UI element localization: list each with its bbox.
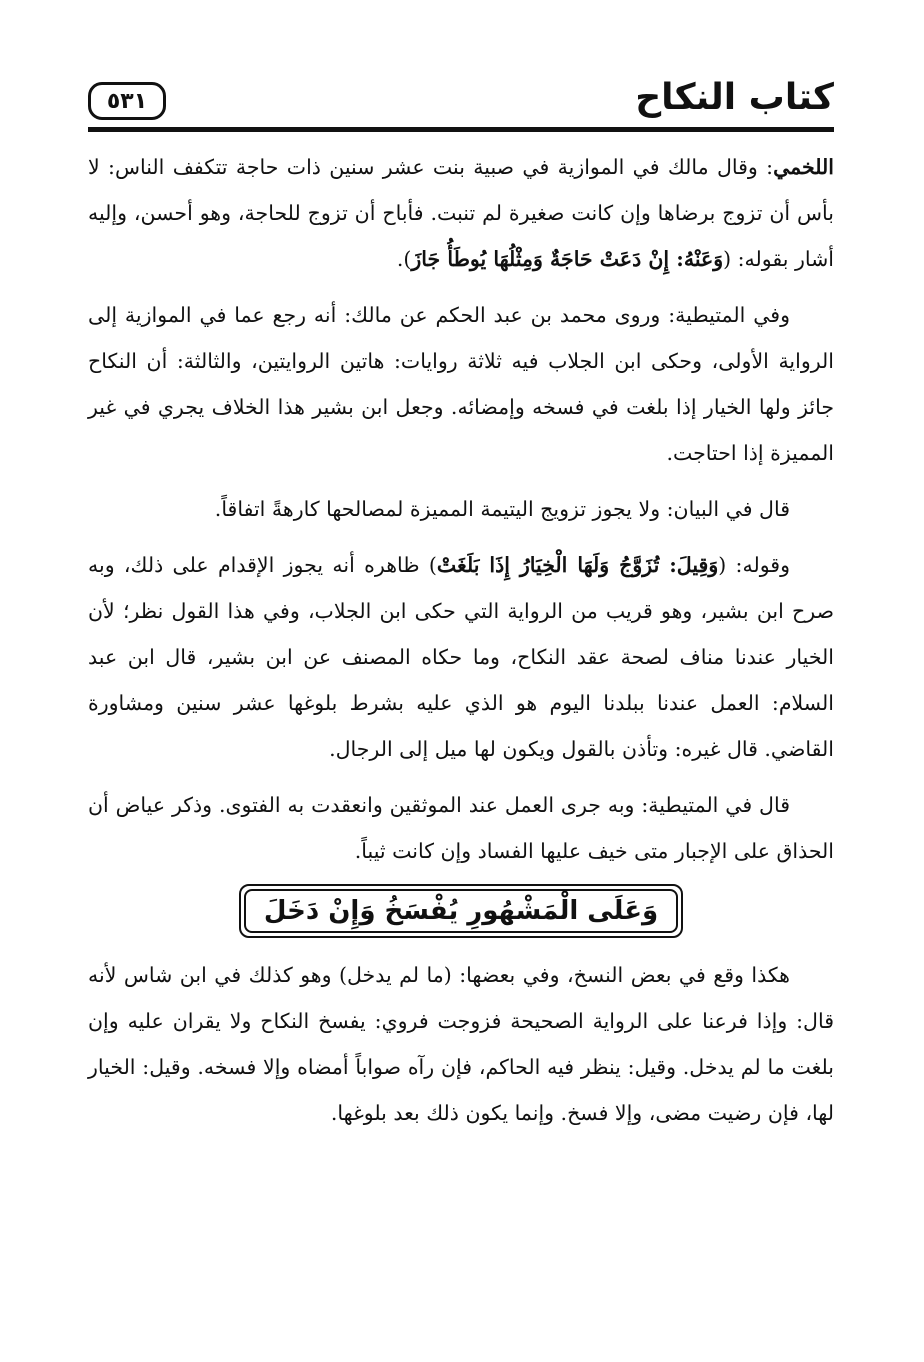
paragraph-2: وفي المتيطية: وروى محمد بن عبد الحكم عن مالك: أنه رجع عما في الموازية إلى الرواية الأولى، وحكى ابن الجلاب فيه ثلاثة روايات: هاتين الروايتين، والثالثة: أن النكاح جائز ولها الخيار إذا بلغت في فسخه وإمضائه. وجعل ابن بشير هذا الخلاف يجري في غير المميزة إذا احتاجت. (88, 303, 834, 465)
paragraph-text: ) ظاهره أنه يجوز الإقدام على ذلك، وبه صرح ابن بشير، وهو قريب من الرواية التي حكى ابن الجلاب، وفي هذا القول نظر؛ لأن الخيار عندنا مناف لصحة عقد النكاح، وما حكاه المصنف عن ابن بشير، قال ابن عبد السلام: العمل عندنا ببلدنا اليوم هو الذي عليه بشرط بلوغها عشر سنين ومشاورة القاضي. قال غيره: وتأذن بالقول ويكون لها ميل إلى الرجال. (88, 553, 834, 761)
section-heading-wrap (88, 884, 834, 938)
section-heading-frame (239, 884, 683, 938)
paragraph-1 (88, 144, 834, 282)
page-number: ٥٣١ (88, 82, 166, 120)
paragraph-3: قال في البيان: ولا يجوز تزويج اليتيمة المميزة لمصالحها كارهةً اتفاقاً. (214, 497, 790, 521)
section-heading: وَعَلَى الْمَشْهُورِ يُفْسَخُ وَإِنْ دَخَلَ (244, 889, 678, 933)
matn-quote: وَعَنْهُ: إِنْ دَعَتْ حَاجَةٌ وَمِثْلُهَا يُوطَأُ جَازَ (411, 247, 724, 271)
author-name: اللخمي (773, 155, 834, 179)
header-rule (88, 127, 834, 132)
paragraph-text: وقوله: ( (718, 553, 790, 577)
paragraph-text: : وقال مالك في الموازية في صبية بنت عشر سنين ذات حاجة تتكفف الناس: لا بأس أن تزوج برضاها وإن كانت صغيرة لم تنبت. فأباح أن تزوج للحاجة، وهو أحسن، وإليه أشار بقوله: ( (88, 155, 834, 271)
paragraph-4 (88, 542, 834, 772)
page-body (88, 144, 834, 1146)
paragraph-5: قال في المتيطية: وبه جرى العمل عند الموثقين وانعقدت به الفتوى. وذكر عياض أن الحذاق على الإجبار متى خيف عليها الفساد وإن كانت ثيباً. (88, 793, 834, 863)
matn-quote: وَقِيلَ: تُزَوَّجُ وَلَهَا الْخِيَارُ إِذَا بَلَغَتْ (436, 553, 719, 577)
book-title: كتاب النكاح (635, 77, 834, 118)
paragraph-6: هكذا وقع في بعض النسخ، وفي بعضها: (ما لم يدخل) وهو كذلك في ابن شاس لأنه قال: وإذا فرعنا على الرواية الصحيحة فزوجت فروي: يفسخ النكاح ولا يقران عليه وإن بلغت ما لم يدخل. وقيل: ينظر فيه الحاكم، فإن رآه صواباً أمضاه وإلا فسخه. وقيل: الخيار لها، فإن رضيت مضى، وإلا فسخ. وإنما يكون ذلك بعد بلوغها. (88, 963, 834, 1125)
paragraph-text: ). (396, 247, 412, 271)
page-header (88, 68, 834, 132)
